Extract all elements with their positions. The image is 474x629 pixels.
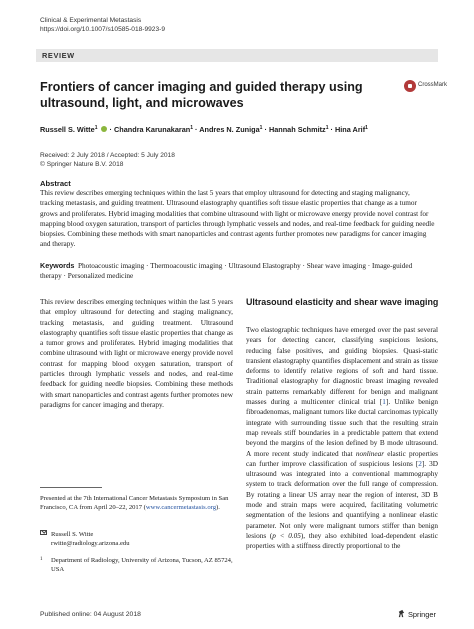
presented-note	[40, 494, 233, 512]
body-text: ]. 3D ultrasound was integrated into a conventional mammography system to track deformation over the full range of compression. By rotating a linear US array near the region of interest, 3D B mode and strain maps were acquired, facilitating volumetric segmentation of the lesions and quantifying a nonlinear elastic parameter. Not only were malignant tumors stiffer than benign lesions (	[246, 459, 438, 540]
author-list: Russell S. Witte$^1$ · Chandra Karunakaran$^1$ · Andres N. Zuniga$^1$ · Hannah Schmitz$^1$ · Hina Arif$^1$	[40, 125, 368, 134]
abstract-text: This review describes emerging techniques within the last 5 years that employ ultrasound for detecting and staging malignancy, tracking metastasis, and guiding treatment. Ultrasound elastography quantifies soft tissue elastic properties that change as a tumor grows and proliferates. Hybrid imaging modalities that combine ultrasound with light or microwave energy provide novel contrast for mapping blood oxygen saturation, transport of particles through lymphatic vessels and nodes, and real-time feedback for guiding needle biopsies. Combining these methods with smart nanoparticles and contrast agents further promotes new paradigms for cancer imaging and therapy.	[40, 189, 435, 249]
body-text: ]. Unlike benign fibroadenomas, malignant tumors like ductal carcinomas typically integrate with surrounding tissue such that the resulting strain map reveals stiff boundaries in a predictable pattern that extend beyond the margins of the lesion defined by B mode ultrasound. A more recent study indicated that	[246, 398, 438, 458]
orcid-icon[interactable]	[101, 126, 107, 132]
p-value-text: p < 0.05	[272, 531, 301, 540]
presented-end: ).	[216, 504, 220, 511]
crossmark-label: CrossMark	[418, 82, 448, 88]
publisher-logo[interactable]	[397, 609, 436, 619]
body-text: elastic properties can further improve classification of suspicious lesions [	[246, 449, 438, 468]
envelope-icon	[40, 530, 47, 535]
symposium-link[interactable]: www.cancermetastasis.org	[145, 504, 216, 511]
published-date: Published online: 04 August 2018	[40, 611, 141, 618]
springer-horse-icon	[397, 609, 406, 618]
emphasis-text: nonlinear	[355, 449, 385, 458]
author-name[interactable]: Hina Arif	[334, 125, 366, 134]
journal-header	[40, 16, 165, 34]
affiliation-number: 1	[40, 557, 43, 562]
keywords-block	[40, 261, 435, 282]
article-title: Frontiers of cancer imaging and guided therapy using ultrasound, light, and microwaves	[40, 80, 363, 110]
received-accepted-dates: Received: 2 July 2018 / Accepted: 5 July 2018	[40, 152, 175, 159]
body-text: ), they also exhibited load-dependent elastic properties with a stiffness directly proportional to the	[246, 531, 438, 551]
keywords-list: Photoacoustic imaging · Thermoacoustic imaging · Ultrasound Elastography · Shear wave imaging · Image-guided therapy · Personalized medicine	[40, 262, 413, 281]
affiliation-note	[40, 556, 233, 574]
author-name[interactable]: Chandra Karunakaran	[114, 125, 191, 134]
corresponding-email[interactable]: rwitte@radiology.arizona.edu	[51, 540, 130, 547]
author-affiliation-sup: 1	[365, 125, 368, 131]
publisher-name: Springer	[408, 610, 436, 619]
author-name[interactable]: Andres N. Zuniga	[199, 125, 260, 134]
corresponding-author	[40, 530, 233, 548]
body-paragraph	[246, 325, 438, 552]
author-affiliation-sup: 1	[325, 125, 329, 131]
footnote-divider	[40, 487, 102, 488]
corresponding-author-name: Russell S. Witte	[51, 531, 94, 538]
intro-paragraph: This review describes emerging techniques within the last 5 years that employ ultrasound for detecting and staging malignancy, tracking metastasis, and guiding treatment. Ultrasound elastography quantifies soft tissue elastic properties that change as a tumor grows and proliferates. Hybrid imaging modalities that combine ultrasound with light or microwave energy provide novel contrast for mapping blood oxygen saturation, transport of particles through lymphatic vessels and nodes, and real-time feedback for guiding needle biopsies. Combining these methods with smart nanoparticles and contrast agents further promotes new paradigms for cancer imaging and therapy.	[40, 298, 233, 409]
article-dates	[40, 151, 175, 169]
section-type-bar	[36, 49, 438, 62]
crossmark-icon	[404, 80, 416, 92]
keywords-label: Keywords	[40, 261, 75, 270]
author-affiliation-sup: 1	[94, 125, 98, 131]
journal-name: Clinical & Experimental Metastasis	[40, 17, 142, 24]
author-name[interactable]: Russell S. Witte	[40, 125, 95, 134]
section-type-label: REVIEW	[42, 51, 75, 60]
section-heading: Ultrasound elasticity and shear wave imaging	[246, 297, 439, 307]
citation-link[interactable]: 2	[418, 459, 422, 468]
author-name[interactable]: Hannah Schmitz	[268, 125, 326, 134]
doi-link[interactable]: https://doi.org/10.1007/s10585-018-9923-9	[40, 26, 166, 33]
crossmark-badge[interactable]	[404, 79, 464, 95]
author-affiliation-sup: 1	[259, 125, 263, 131]
body-text: Two elastographic techniques have emerged over the past several years for detecting cancer, classifying suspicious lesions, reducing false positives, and guiding biopsies. Quasi-static transient elastography quantifies displacement and strain as tissue deforms to identify relative regions of soft and hard tissue. Traditional elastography for diagnostic breast imaging revealed strain patterns remarkably different for benign and malignant masses during a multicenter clinical trial [	[246, 326, 438, 407]
author-affiliation-sup: 1	[190, 125, 194, 131]
presented-text: Presented at the 7th International Cancer Metastasis Symposium in San Francisco, CA from April 20–22, 2017 (	[40, 495, 229, 511]
affiliation-text: Department of Radiology, University of Arizona, Tucson, AZ 85724, USA	[51, 557, 233, 573]
abstract-heading: Abstract	[40, 179, 71, 188]
copyright-line: © Springer Nature B.V. 2018	[40, 161, 124, 168]
citation-link[interactable]: 1	[382, 398, 386, 407]
